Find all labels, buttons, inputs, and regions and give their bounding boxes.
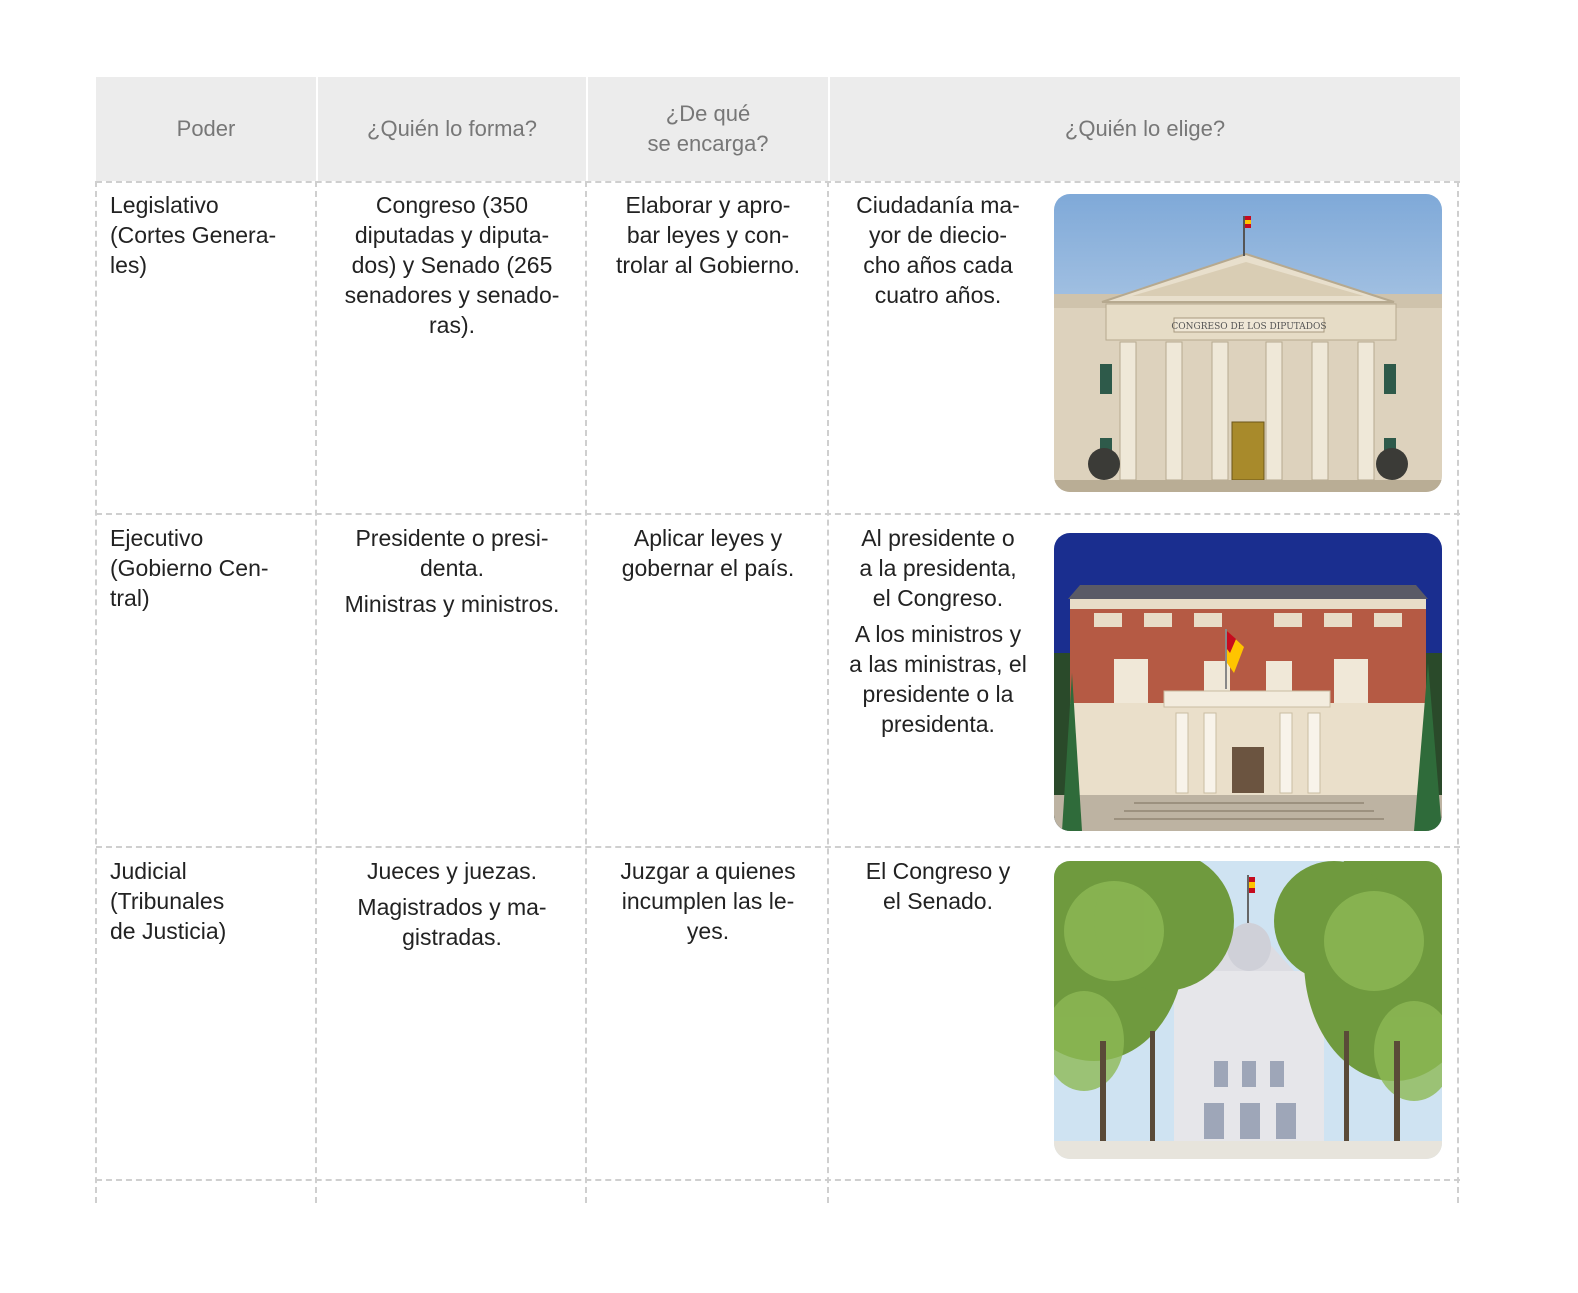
- header-label: Poder: [176, 116, 236, 141]
- forma-text: Magistrados y ma- gistradas.: [357, 894, 547, 950]
- row-divider: [96, 181, 1460, 183]
- encarga-cell: Aplicar leyes y gobernar el país.: [621, 525, 795, 581]
- elige-text: A los ministros y a las ministras, el presidente o la presidenta.: [849, 621, 1027, 737]
- encarga-cell: Juzgar a quienes incumplen las le- yes.: [620, 858, 796, 944]
- elige-text: El Congreso y el Senado.: [865, 858, 1011, 914]
- encarga-cell: Elaborar y apro- bar leyes y con- trolar al Gobierno.: [615, 192, 801, 278]
- header-quien-forma: [318, 77, 586, 181]
- row-divider: [96, 846, 1460, 848]
- forma-cell: [322, 856, 582, 958]
- header-label: ¿De qué se encarga?: [647, 101, 769, 156]
- poder-cell: Ejecutivo (Gobierno Cen- tral): [110, 525, 269, 611]
- table-border-right: [1457, 181, 1459, 1203]
- header-label: ¿Quién lo forma?: [367, 116, 537, 141]
- table-border-bottom: [96, 1179, 1460, 1181]
- table-border-left: [95, 181, 97, 1203]
- congreso-de-los-diputados-photo: [1054, 194, 1442, 492]
- forma-text: Presidente o presi- denta.: [355, 525, 549, 581]
- forma-text: Ministras y ministros.: [344, 591, 560, 617]
- elige-cell: [834, 523, 1042, 745]
- poder-cell: Legislativo (Cortes Genera- les): [110, 192, 277, 278]
- forma-cell: [322, 190, 582, 346]
- header-poder: [96, 77, 316, 181]
- row-divider: [96, 513, 1460, 515]
- powers-table: [96, 77, 1460, 1203]
- header-quien-elige: [830, 77, 1460, 181]
- palacio-moncloa-photo: [1054, 533, 1442, 831]
- tribunal-supremo-photo: [1054, 861, 1442, 1159]
- elige-cell: [834, 856, 1042, 922]
- column-divider: [827, 181, 829, 1203]
- header-label: ¿Quién lo elige?: [1064, 116, 1226, 141]
- facade-inscription: CONGRESO DE LOS DIPUTADOS: [1171, 322, 1327, 332]
- table-header: [96, 77, 1460, 181]
- elige-cell: [834, 190, 1042, 316]
- column-divider: [315, 181, 317, 1203]
- forma-text: Congreso (350 diputadas y diputa- dos) y Senado (265 senadores y senado- ras).: [344, 192, 560, 338]
- forma-cell: [322, 523, 582, 625]
- forma-text: Jueces y juezas.: [366, 858, 538, 884]
- elige-text: Al presidente o a la presidenta, el Congreso.: [859, 525, 1017, 611]
- header-de-que-se-encarga: [588, 77, 828, 181]
- elige-text: Ciudadanía ma- yor de diecio- cho años cada cuatro años.: [856, 192, 1020, 308]
- column-divider: [585, 181, 587, 1203]
- poder-cell: Judicial (Tribunales de Justicia): [110, 858, 227, 944]
